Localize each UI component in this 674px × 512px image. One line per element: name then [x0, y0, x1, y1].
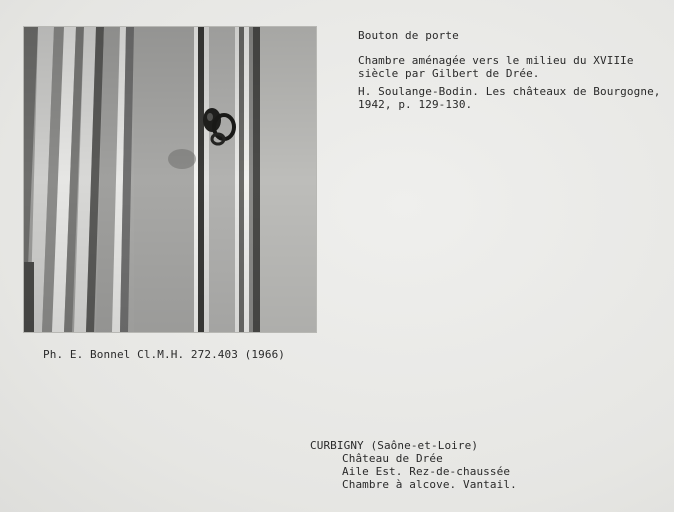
caption-reference-line-1: H. Soulange-Bodin. Les châteaux de Bourgogne,: [358, 85, 661, 98]
location-commune: CURBIGNY (Saône-et-Loire): [310, 439, 479, 452]
caption-description-line-2: siècle par Gilbert de Drée.: [358, 67, 540, 80]
caption-title: Bouton de porte: [358, 29, 459, 42]
caption-reference-line-2: 1942, p. 129-130.: [358, 98, 473, 111]
door-knob-photograph: [23, 26, 317, 333]
location-building: Château de Drée: [342, 452, 443, 465]
photo-illustration: [24, 27, 316, 332]
caption-description-line-1: Chambre aménagée vers le milieu du XVIIIe: [358, 54, 634, 67]
location-room: Chambre à alcove. Vantail.: [342, 478, 517, 491]
location-wing: Aile Est. Rez-de-chaussée: [342, 465, 511, 478]
photo-credit: Ph. E. Bonnel Cl.M.H. 272.403 (1966): [43, 348, 286, 361]
